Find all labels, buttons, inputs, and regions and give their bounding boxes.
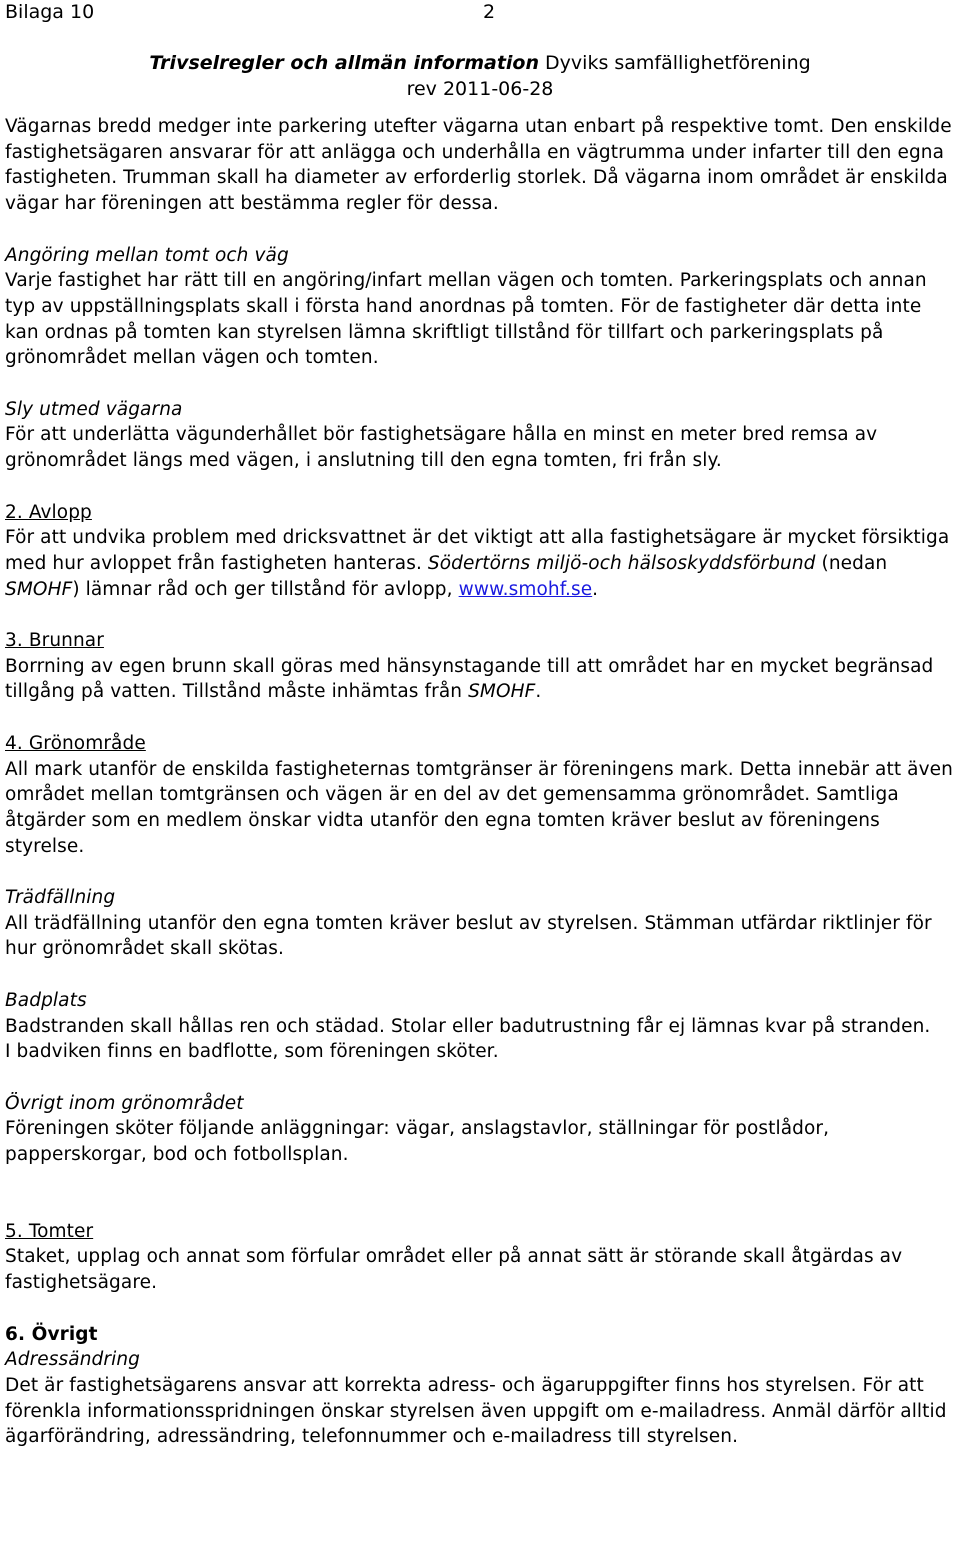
page-number: 2 bbox=[483, 1, 496, 23]
org-name: Södertörns miljö-och hälsoskyddsförbund bbox=[427, 552, 816, 574]
badplats-paragraph-2: I badviken finns en badflotte, som föreningen sköter. bbox=[5, 1041, 499, 1063]
tomter-paragraph: Staket, upplag och annat som förfular området eller på annat sätt är störande skall åtgärdas av fastighetsägare. bbox=[5, 1246, 903, 1294]
tradfallning-heading: Trädfällning bbox=[5, 887, 116, 908]
avlopp-heading: 2. Avlopp bbox=[5, 501, 92, 523]
adressandring-heading: Adressändring bbox=[5, 1349, 140, 1371]
attachment-label: Bilaga 10 bbox=[5, 1, 95, 23]
document-body bbox=[5, 114, 953, 1450]
avlopp-paragraph: För att undvika problem med dricksvattnet är det viktigt att alla fastighetsägare är mycket försiktiga med hur avloppet från fastigheten hanteras. Södertörns miljö-och hälsoskyddsförbund (nedan SMOHF) lämnar råd och ger tillstånd för avlopp, www.smohf.se. bbox=[5, 527, 950, 600]
smohf-abbr: SMOHF bbox=[5, 578, 73, 600]
title-organization: Dyviks samfällighetförening bbox=[545, 52, 811, 74]
sly-heading: Sly utmed vägarna bbox=[5, 398, 183, 420]
revision-date: rev 2011-06-28 bbox=[406, 78, 554, 100]
badplats-heading: Badplats bbox=[5, 989, 87, 1011]
sly-paragraph: För att underlätta vägunderhållet bör fastighetsägare hålla en minst en meter bred remsa av grönområdet längs med vägen, i anslutning till den egna tomten, fri från sly. bbox=[5, 424, 878, 472]
gronomrade-heading: 4. Grönområde bbox=[5, 732, 146, 754]
ovrigt-heading: 6. Övrigt bbox=[5, 1323, 98, 1345]
title-main: Trivselregler och allmän information bbox=[149, 52, 539, 74]
smohf-abbr-2: SMOHF bbox=[468, 681, 536, 703]
gronomrade-paragraph: All mark utanför de enskilda fastigheternas tomtgränser är föreningens mark. Detta innebär att även området mellan tomtgränsen och vägen är en del av det gemensamma grönområdet. Samtliga åtgärder som en medlem önskar vidta utanför den egna tomten kräver beslut av föreningens styrelse. bbox=[5, 758, 953, 857]
tomter-heading: 5. Tomter bbox=[5, 1220, 94, 1242]
angoring-heading: Angöring mellan tomt och väg bbox=[5, 244, 289, 266]
smohf-link[interactable]: www.smohf.se bbox=[458, 578, 593, 600]
badplats-paragraph-1: Badstranden skall hållas ren och städad. Stolar eller badutrustning får ej lämnas kvar på stranden. bbox=[5, 1015, 931, 1037]
angoring-paragraph: Varje fastighet har rätt till en angöring/infart mellan vägen och tomten. Parkeringsplats och annan typ av uppställningsplats skall i första hand anordnas på tomten. För de fastigheter där detta inte kan ordnas på tomten kan styrelsen lämna skriftligt tillstånd för tillfart och parkeringsplats på grönområdet mellan vägen och tomten. bbox=[5, 270, 927, 369]
ovrigt-gron-paragraph: Föreningen sköter följande anläggningar: vägar, anslagstavlor, ställningar för postlådor, papperskorgar, bod och fotbollsplan. bbox=[5, 1118, 830, 1165]
document-title bbox=[0, 50, 960, 76]
brunnar-paragraph: Borrning av egen brunn skall göras med hänsynstagande till att området har en mycket begränsad tillgång på vatten. Tillstånd måste inhämtas från SMOHF. bbox=[5, 655, 934, 703]
intro-paragraph: Vägarnas bredd medger inte parkering utefter vägarna utan enbart på respektive tomt. Den enskilde fastighetsägaren ansvarar för att anlägga och underhålla en vägtrumma under infarter till den egna fastigheten. Trumman skall ha diameter av erforderlig storlek. Då vägarna inom området är enskilda vägar har föreningen att bestämma regler för dessa. bbox=[5, 116, 952, 215]
ovrigt-gron-heading: Övrigt inom grönområdet bbox=[5, 1092, 244, 1114]
tradfallning-paragraph: All trädfällning utanför den egna tomten kräver beslut av styrelsen. Stämman utfärdar riktlinjer för hur grönområdet skall skötas. bbox=[5, 912, 932, 960]
brunnar-heading: 3. Brunnar bbox=[5, 630, 104, 651]
adressandring-paragraph: Det är fastighetsägarens ansvar att korrekta adress- och ägaruppgifter finns hos styrelsen. För att förenkla informationsspridningen önskar styrelsen även uppgift om e-mailadress. Anmäl därför alltid ägarförändring, adressändring, telefonnummer och e-mailadress till styrelsen. bbox=[5, 1374, 947, 1448]
